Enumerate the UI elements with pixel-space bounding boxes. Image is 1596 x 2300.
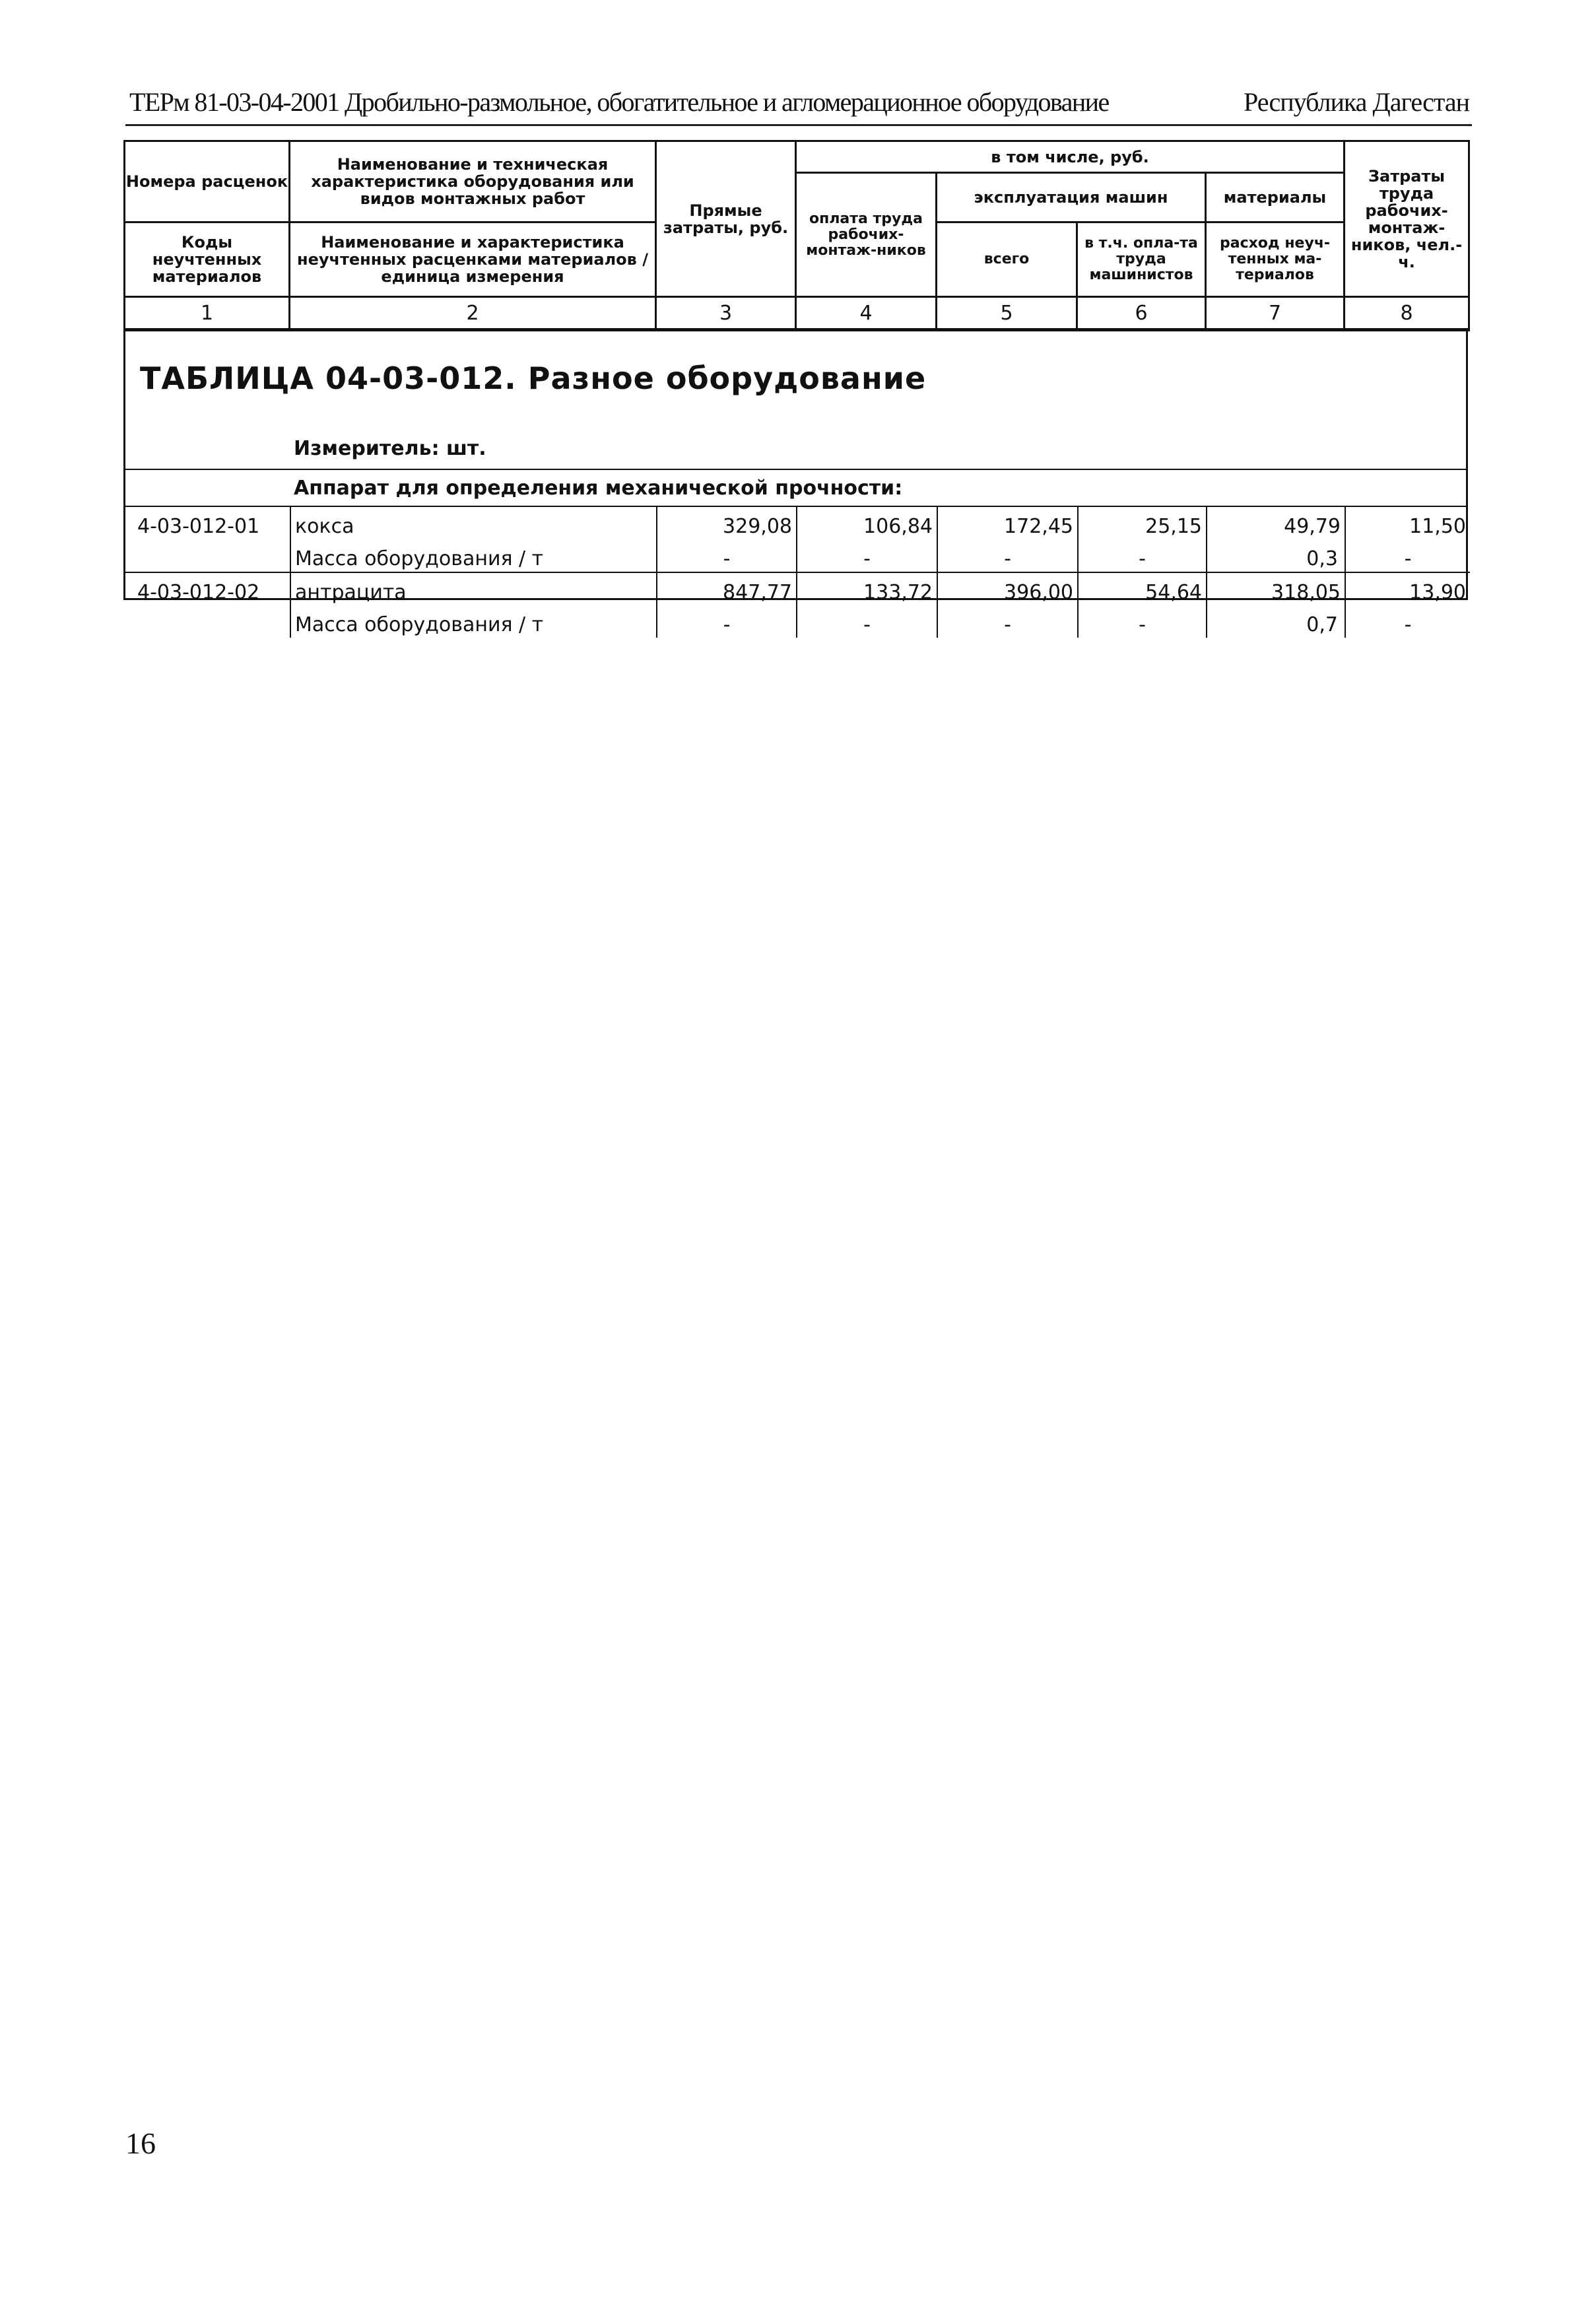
norms-table [123, 140, 1468, 636]
page-number: 16 [125, 2126, 156, 2160]
table-rows [125, 507, 1466, 638]
material-code [125, 539, 290, 572]
running-header [125, 85, 1472, 126]
column-number: 7 [1206, 297, 1345, 330]
direct-cost: 329,08 [657, 507, 797, 539]
table-caption: ТАБЛИЦА 04-03-012. Разное оборудование [140, 360, 927, 396]
labor-pay: - [797, 605, 937, 638]
machinists-pay: 54,64 [1078, 572, 1207, 605]
header-rate-numbers: Номера расценок [125, 141, 290, 222]
column-number: 2 [290, 297, 656, 330]
header-equipment-name: Наименование и техническая характеристика оборудования или видов монтажных работ [290, 141, 656, 222]
item-name: кокса [290, 507, 657, 539]
labor-hours: 13,90 [1345, 572, 1470, 605]
table-row [125, 539, 1470, 572]
region-name: Республика Дагестан [1244, 87, 1469, 117]
header-material-codes: Коды неучтенных материалов [125, 222, 290, 297]
unit-of-measure: Измеритель: шт. [294, 437, 486, 460]
header-machinists-pay: в т.ч. опла-та труда машинистов [1077, 222, 1206, 297]
header-labor-pay: оплата труда рабочих-монтаж-ников [796, 173, 937, 297]
group-title-line [125, 470, 1466, 507]
direct-cost: - [657, 539, 797, 572]
column-number: 8 [1345, 297, 1469, 330]
direct-cost: 847,77 [657, 572, 797, 605]
machines-total: 172,45 [937, 507, 1078, 539]
header-labor-hours: Затраты труда рабочих-монтаж-ников, чел.-ч. [1345, 141, 1469, 297]
table-row [125, 572, 1470, 605]
labor-hours: - [1404, 547, 1412, 570]
materials-cost: 49,79 [1207, 507, 1345, 539]
machinists-pay: 25,15 [1078, 507, 1207, 539]
material-code [125, 605, 290, 638]
column-number: 1 [125, 297, 290, 330]
column-number: 3 [656, 297, 796, 330]
material-consumption: 0,7 [1207, 605, 1345, 638]
header-materials: материалы [1206, 173, 1345, 222]
unit-of-measure-line [125, 429, 1466, 470]
direct-cost: - [657, 605, 797, 638]
column-number: 5 [937, 297, 1077, 330]
header-unaccounted-materials: расход неуч-тенных ма-териалов [1206, 222, 1345, 297]
table-row [125, 507, 1470, 539]
material-consumption: 0,3 [1207, 539, 1345, 572]
group-title: Аппарат для определения механической прочности: [294, 477, 903, 500]
machines-total: - [937, 605, 1078, 638]
item-name: антрацита [290, 572, 657, 605]
rate-code: 4-03-012-01 [125, 507, 290, 539]
machines-total: 396,00 [937, 572, 1078, 605]
labor-hours: 11,50 [1409, 515, 1466, 538]
document-title: ТЕРм 81-03-04-2001 Дробильно-размольное, обогатительное и агломерационное оборудование [129, 87, 1109, 117]
machines-total: - [937, 539, 1078, 572]
material-name: Масса оборудования / т [290, 539, 657, 572]
table-row [125, 605, 1470, 638]
header-machines-total: всего [937, 222, 1077, 297]
materials-cost: 318,05 [1207, 572, 1345, 605]
header-material-name: Наименование и характеристика неучтенных расценками материалов / единица измерения [290, 222, 656, 297]
labor-hours: - [1404, 613, 1412, 636]
material-name: Масса оборудования / т [290, 605, 657, 638]
labor-pay: 106,84 [797, 507, 937, 539]
header-machines: эксплуатация машин [937, 173, 1206, 222]
column-number: 4 [796, 297, 937, 330]
rate-code: 4-03-012-02 [125, 572, 290, 605]
table-body [123, 331, 1468, 636]
header-direct-costs: Прямые затраты, руб. [656, 141, 796, 297]
header-including: в том числе, руб. [796, 141, 1345, 173]
column-number: 6 [1077, 297, 1206, 330]
labor-pay: - [797, 539, 937, 572]
machinists-pay: - [1078, 539, 1207, 572]
labor-pay: 133,72 [797, 572, 937, 605]
table-header [123, 140, 1470, 331]
machinists-pay: - [1078, 605, 1207, 638]
